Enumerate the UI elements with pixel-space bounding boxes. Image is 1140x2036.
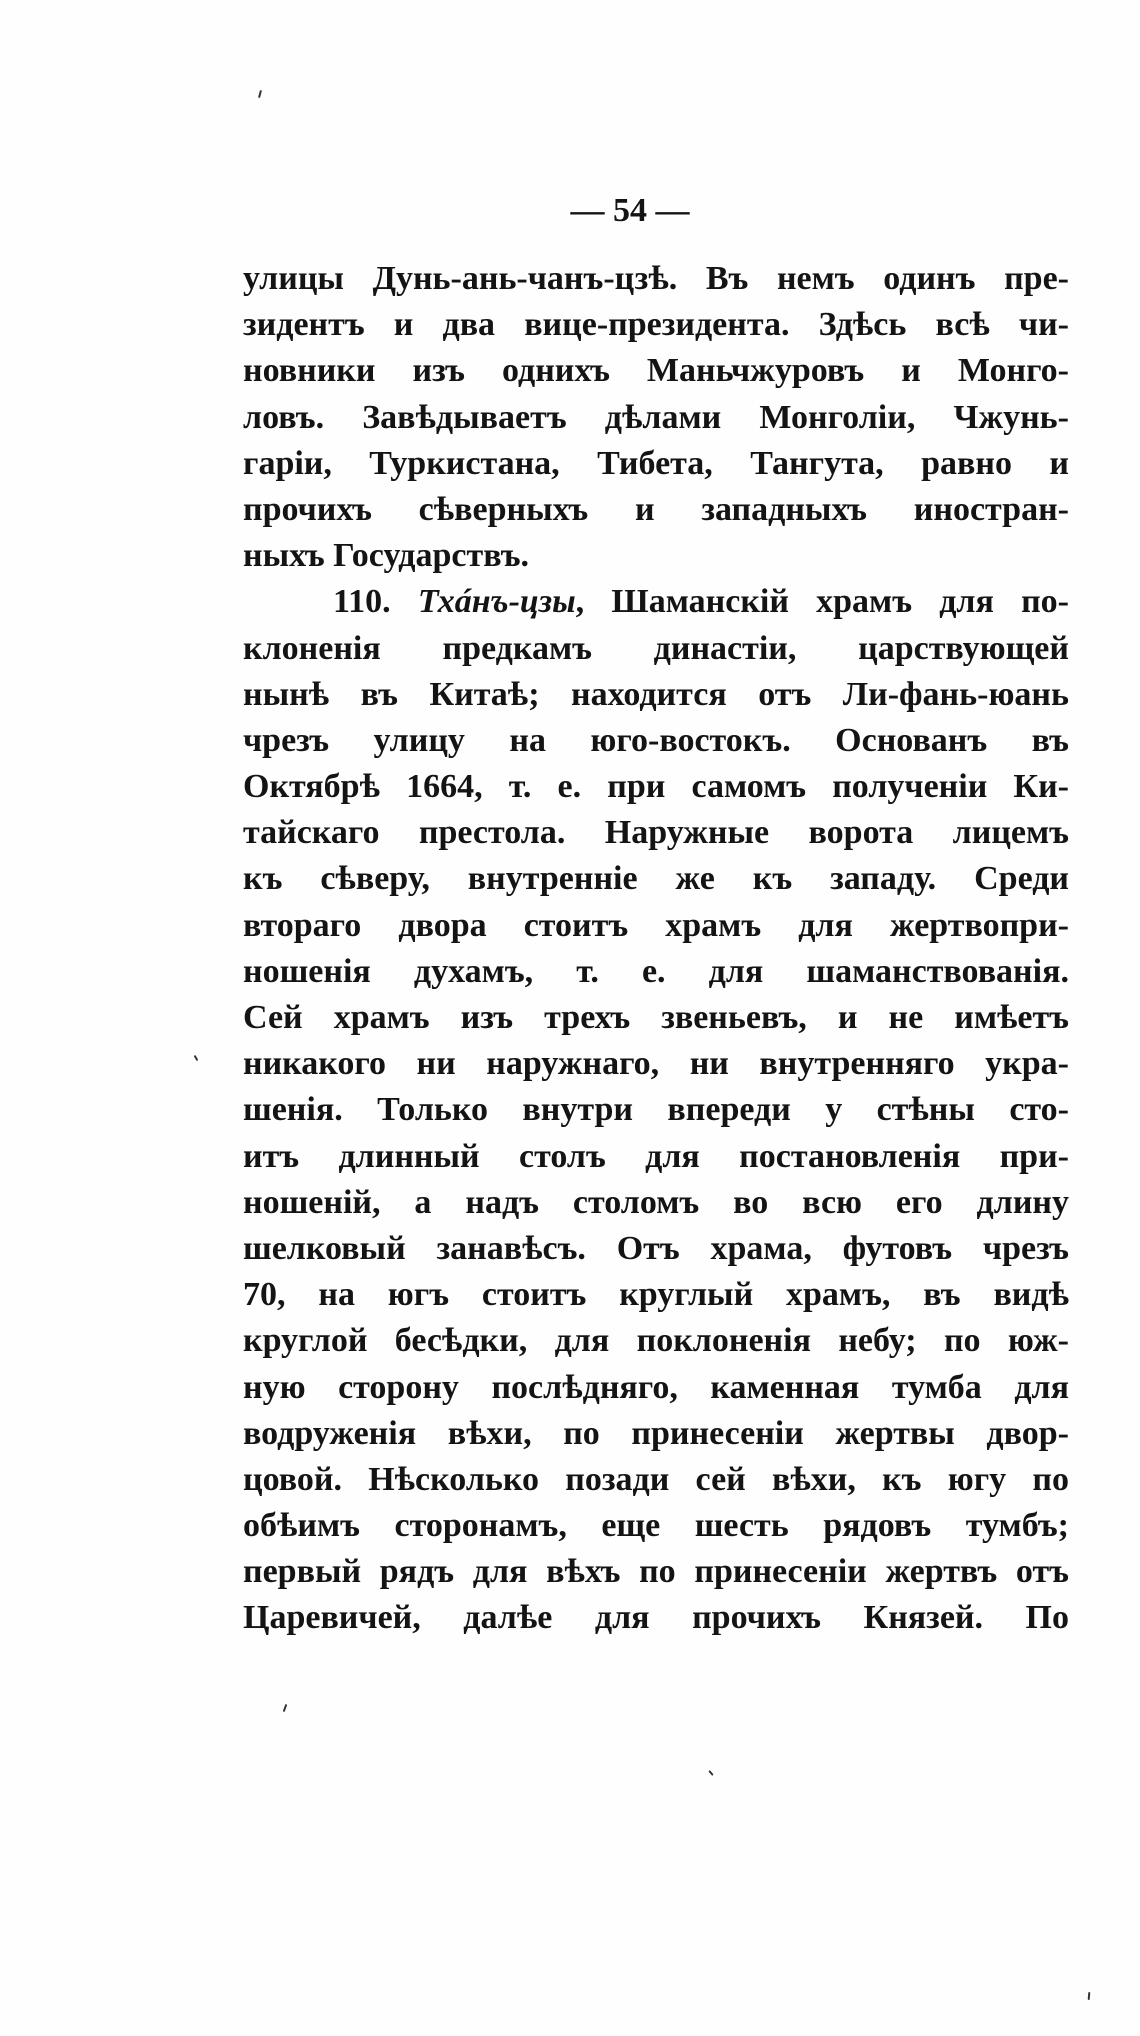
text-line: ношенія духамъ, т. е. для шаманствованія. — [243, 952, 1069, 990]
text-line: новники изъ однихъ Маньчжуровъ и Монго- — [243, 352, 1069, 390]
scan-speck — [708, 1770, 713, 1776]
text-line: Царевичей, далѣе для прочихъ Князей. По — [243, 1599, 1069, 1637]
scan-speck — [283, 1704, 288, 1712]
text-line: зидентъ и два вице-президента. Здѣсь всѣ чи- — [243, 306, 1069, 344]
page-number: — 54 — — [570, 192, 690, 229]
text-line: круглой бесѣдки, для поклоненія небу; по юж- — [243, 1322, 1069, 1360]
text-line: прочихъ сѣверныхъ и западныхъ иностран- — [243, 490, 1069, 528]
text-line: водруженія вѣхи, по принесеніи жертвы двор- — [243, 1414, 1069, 1452]
scan-speck — [1088, 1992, 1091, 2000]
text-line: Сей храмъ изъ трехъ звеньевъ, и не имѣетъ — [243, 999, 1069, 1036]
text-line: ношеній, а надъ столомъ во всю его длину — [243, 1183, 1069, 1221]
text-line: шелковый занавѣсъ. Отъ храма, футовъ чрезъ — [243, 1229, 1069, 1267]
paragraph-opening-line — [243, 579, 1069, 625]
text-line: 70, на югъ стоитъ круглый храмъ, въ видѣ — [243, 1276, 1069, 1314]
text-line: цовой. Нѣсколько позади сей вѣхи, къ югу по — [243, 1460, 1069, 1498]
text-line: гаріи, Туркистана, Тибета, Тангута, равно и — [243, 444, 1069, 482]
text-line: Октябрѣ 1664, т. е. при самомъ полученіи Ки- — [243, 768, 1069, 806]
text-line: нынѣ въ Китаѣ; находится отъ Ли-фань-юань — [243, 675, 1069, 713]
text-line: втораго двора стоитъ храмъ для жертвопри- — [243, 906, 1069, 944]
text-line: ловъ. Завѣдываетъ дѣлами Монголіи, Чжунь- — [243, 398, 1069, 436]
text-line: шенія. Только внутри впереди у стѣны сто- — [243, 1091, 1069, 1129]
scan-speck — [258, 90, 262, 98]
text-line: обѣимъ сторонамъ, еще шесть рядовъ тумбъ; — [243, 1507, 1069, 1545]
text-line: улицы Дунь-ань-чанъ-цзѣ. Въ немъ одинъ пре- — [243, 260, 1069, 297]
text-line: чрезъ улицу на юго-востокъ. Основанъ въ — [243, 721, 1069, 759]
text-line: тайскаго престола. Наружные ворота лицемъ — [243, 814, 1069, 852]
text-line: первый рядъ для вѣхъ по принесеніи жертвъ отъ — [243, 1553, 1069, 1591]
text-line: никакого ни наружнаго, ни внутренняго укра- — [243, 1045, 1069, 1083]
scan-speck — [194, 1055, 199, 1061]
item-number: 110. — [333, 583, 391, 621]
text-line: итъ длинный столъ для постановленія при- — [243, 1137, 1069, 1175]
text-line: клоненія предкамъ династіи, царствующей — [243, 629, 1069, 667]
term-italic: Тхáнъ-цзы — [417, 583, 576, 621]
body-text — [243, 256, 1069, 1642]
text-fragment: , Шаманскій храмъ для по- — [575, 583, 1069, 621]
text-line: ную сторону послѣдняго, каменная тумба для — [243, 1368, 1069, 1406]
text-line: ныхъ Государствъ. — [243, 537, 530, 575]
text-line: къ сѣверу, внутренніе же къ западу. Среди — [243, 860, 1069, 898]
